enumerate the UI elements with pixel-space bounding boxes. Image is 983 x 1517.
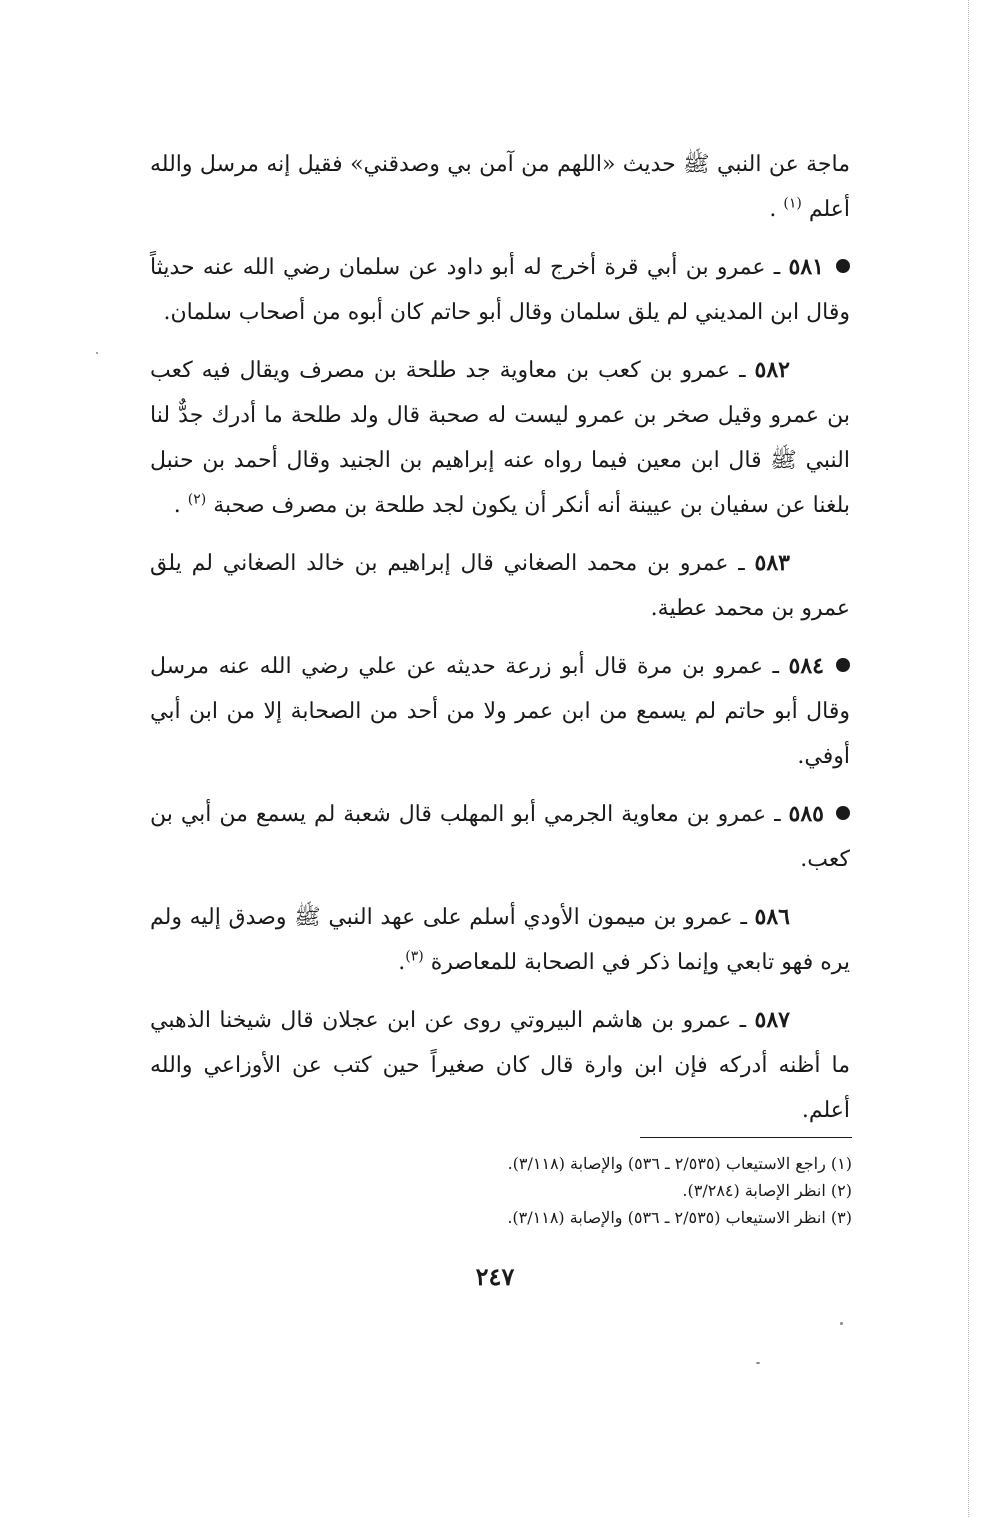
paragraph-end: .: [173, 493, 188, 518]
paragraph-end: .: [801, 1098, 809, 1123]
entry-text: ـ عمرو بن محمد الصغاني قال إبراهيم بن خالد الصغاني لم يلق عمرو بن محمد عطية: [150, 551, 850, 621]
footnote-2: (٢) انظر الإصابة (٣/٢٨٤).: [682, 1181, 852, 1200]
page-edge-line: [968, 0, 969, 1517]
paragraph-text: ماجة عن النبي ﷺ حديث «اللهم من آمن بي وصدقني» فقيل إنه مرسل والله أعلم: [150, 152, 850, 222]
entry-587: [150, 998, 850, 1133]
bullet-icon: [836, 658, 850, 672]
paragraph-end: .: [163, 300, 171, 325]
entry-581: [150, 245, 850, 335]
footnote-ref-1: (١): [783, 195, 802, 212]
entry-584: [150, 644, 850, 779]
main-text: [150, 142, 850, 1146]
entry-number: ٥٨٦: [754, 904, 790, 930]
paragraph-end: .: [797, 744, 805, 769]
entry-text: ـ عمرو بن ميمون الأودي أسلم على عهد النبي ﷺ وصدق إليه ولم يره فهو تابعي وإنما ذكر في الصحابة للمعاصرة: [150, 905, 850, 975]
entry-text: ـ عمرو بن معاوية الجرمي أبو المهلب قال شعبة لم يسمع من أبي بن كعب: [150, 802, 850, 872]
paragraph-intro: [150, 142, 850, 232]
entry-text: ـ عمرو بن كعب بن معاوية جد طلحة بن مصرف ويقال فيه كعب بن عمرو وقيل صخر بن عمرو ليست له صحبة قال ولد طلحة ما أدرك جدٌّ لنا النبي ﷺ قال ابن معين فيما رواه عنه إبراهيم بن الجنيد وقال أحمد بن حنبل بلغنا عن سفيان بن عيينة أنه أنكر أن يكون لجد طلحة بن مصرف صحبة: [150, 358, 850, 518]
footnote-ref-3: (٣): [405, 948, 424, 965]
entry-number: ٥٨٧: [754, 1007, 790, 1033]
entry-text: ـ عمرو بن مرة قال أبو زرعة حديثه عن علي رضي الله عنه مرسل وقال أبو حاتم لم يسمع من ابن عمر ولا من أحد من الصحابة إلا من ابن أبي أوفي: [150, 654, 850, 769]
entry-585: [150, 792, 850, 882]
footnote-ref-2: (٢): [187, 491, 207, 508]
entry-582: [150, 348, 850, 528]
scan-speck: [96, 352, 98, 354]
footnote-divider: [640, 1137, 852, 1138]
scan-speck: [840, 1322, 843, 1325]
paragraph-end: .: [800, 847, 808, 872]
entry-number: ٥٨٥: [788, 801, 824, 827]
scan-speck: [756, 1362, 760, 1364]
paragraph-end: .: [769, 197, 784, 222]
page-number: ٢٤٧: [475, 1262, 515, 1291]
entry-number: ٥٨٣: [754, 550, 790, 576]
entry-586: [150, 895, 850, 985]
entry-number: ٥٨١: [788, 254, 824, 280]
footnote-3: (٣) انظر الاستيعاب (٢/٥٣٥ ـ ٥٣٦) والإصابة (٣/١١٨).: [507, 1208, 852, 1227]
footnotes: [300, 1150, 852, 1231]
bullet-icon: [836, 806, 850, 820]
entry-text: ـ عمرو بن أبي قرة أخرج له أبو داود عن سلمان رضي الله عنه حديثاً وقال ابن المديني لم يلق سلمان وقال أبو حاتم كان أبوه من أصحاب سلمان: [150, 255, 850, 325]
bullet-icon: [836, 259, 850, 273]
entry-text: ـ عمرو بن هاشم البيروتي روى عن ابن عجلان قال شيخنا الذهبي ما أظنه أدركه فإن ابن وارة قال كان صغيراً حين كتب عن الأوزاعي والله أعلم: [150, 1008, 850, 1123]
footnote-1: (١) راجع الاستيعاب (٢/٥٣٥ ـ ٥٣٦) والإصابة (٣/١١٨).: [507, 1154, 852, 1173]
entry-number: ٥٨٤: [788, 653, 824, 679]
entry-583: [150, 541, 850, 631]
paragraph-end: .: [650, 596, 658, 621]
paragraph-end: .: [398, 950, 406, 975]
entry-number: ٥٨٢: [754, 357, 790, 383]
